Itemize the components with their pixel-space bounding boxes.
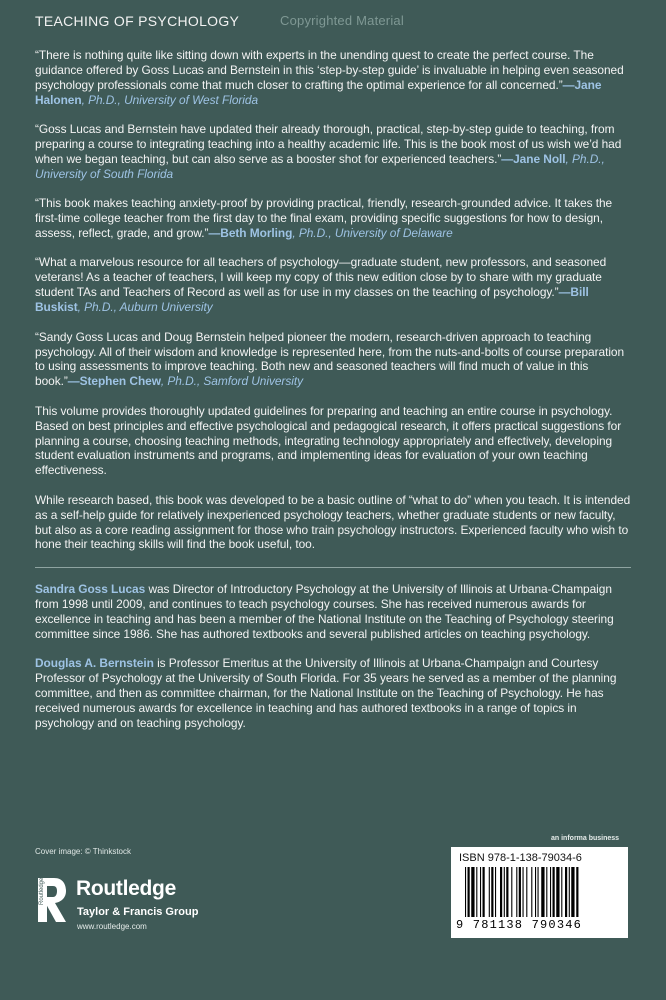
logo-vertical-text: Routledge: [39, 877, 45, 905]
barcode-bar: [471, 867, 474, 917]
barcode-bar: [468, 867, 470, 917]
publisher-name: Routledge: [76, 877, 176, 900]
endorsement-quote: “Goss Lucas and Bernstein have updated their already thorough, practical, step-by-step guide to teaching, from preparing a course to integrating teaching into a healthy academic life. This is the book most of us wish we’d had when we began teaching, but can also serve as a booster shot for experienced teachers.”: [35, 122, 622, 166]
barcode-bar: [465, 867, 466, 917]
barcode-bar: [483, 867, 485, 917]
description-paragraph: While research based, this book was developed to be a basic outline of “what to do” when you teach. It is intended as a self-help guide for relatively inexperienced psychology teachers, whether graduate students or new faculty, but also as a core reading assignment for those who train psychology instructors. Experienced faculty who wish to hone their teaching skills will find the book useful, too.: [35, 492, 631, 552]
publisher-url: www.routledge.com: [77, 922, 147, 931]
endorsement-quote: “What a marvelous resource for all teachers of psychology—graduate student, new professors, and seasoned veterans! As a teacher of teachers, I will keep my copy of this new edition close by to share with my graduate student TAs and Teachers of Record as well as for use in my classes on the teaching of psychology.”: [35, 255, 607, 300]
barcode-bar: [569, 867, 570, 917]
cover-image-credit: Cover image: © Thinkstock: [35, 847, 132, 856]
barcode-bar: [546, 867, 547, 917]
endorser-affiliation: , Ph.D., University of South Florida: [35, 151, 605, 181]
barcode-bar: [489, 867, 490, 917]
barcode-bar: [506, 867, 508, 917]
barcode-bar: [476, 867, 477, 917]
author-bio-text: is Professor Emeritus at the University of Illinois at Urbana-Champaign and Courtesy Professor of Psychology at the University of South Florida. For 35 years he served as a member of the planning committee, and then as committee chairman, for the National Institute on the Teaching of Psychology. He has received numerous awards for excellence in teaching and has authored textbooks in a range of topics in psychology and on teaching psychology.: [35, 656, 617, 730]
endorser-affiliation: , Ph.D., Auburn University: [77, 300, 213, 315]
endorser-name: —Jane Noll: [501, 151, 566, 166]
endorsement-attribution: [208, 226, 452, 240]
barcode-bar: [550, 867, 551, 917]
endorsement: [35, 48, 635, 108]
endorsement: [35, 122, 635, 182]
barcode-bar: [553, 867, 555, 917]
barcode-icon: [465, 867, 615, 917]
endorser-affiliation: , Ph.D., University of Delaware: [292, 226, 453, 241]
endorsement-quote: “There is nothing quite like sitting down with experts in the unending quest to create the perfect course. The guidance offered by Goss Lucas and Bernstein in this ‘step-by-step guide’ is invaluable in helping even seasoned psychology professionals come that much closer to crafting the optimal experience for all concerned.”: [35, 48, 624, 92]
barcode-bar: [511, 867, 512, 917]
description-paragraph: This volume provides thoroughly updated guidelines for preparing and teaching an entire course in psychology. Based on best principles and effective psychological and pedagogical research, it offers practical suggestions for planning a course, choosing teaching methods, integrating technology appropriately and effectively, developing student evaluation instruments and programs, and implementing ideas for evaluation of your own teaching effectiveness.: [35, 403, 622, 478]
endorsement: [35, 330, 635, 390]
endorser-affiliation: , Ph.D., Samford University: [160, 374, 303, 389]
endorsement: [35, 255, 635, 315]
endorser-name: —Jane Halonen: [35, 77, 602, 107]
barcode-bar: [576, 867, 578, 917]
barcode-bar: [538, 867, 539, 917]
barcode-bar: [531, 867, 532, 917]
endorsement: [35, 196, 635, 241]
barcode-bar: [571, 867, 574, 917]
author-name: Sandra Goss Lucas: [35, 581, 146, 596]
barcode-bar: [523, 867, 524, 917]
author-name: Douglas A. Bernstein: [35, 656, 154, 670]
barcode-bar: [561, 867, 562, 917]
endorsement-attribution: [68, 374, 303, 388]
author-bio: [35, 582, 635, 642]
cover-text: [35, 48, 635, 745]
author-bio: [35, 656, 635, 731]
publisher-group: Taylor & Francis Group: [77, 906, 199, 918]
endorsement-quote: “Sandy Goss Lucas and Doug Bernstein helped pioneer the modern, research-driven approach to teaching psychology. All of their wisdom and knowledge is represented here, from the nuts-and-bolts of course preparation to using assessments to improve teaching. Both new and seasoned teachers will find much of value in this book.”: [35, 329, 625, 389]
barcode-bar: [535, 867, 536, 917]
barcode-bar: [556, 867, 559, 917]
watermark: Copyrighted Material: [280, 13, 404, 28]
endorser-name: —Stephen Chew: [67, 374, 161, 389]
barcode-number: 9 781138 790346: [456, 918, 583, 932]
barcode-bar: [519, 867, 521, 917]
barcode-panel: [451, 847, 628, 938]
routledge-logo-icon: [34, 874, 70, 926]
author-bio-text: was Director of Introductory Psychology at the University of Illinois at Urbana-Champaign from 1998 until 2009, and continues to teach psychology courses. She has received numerous awards for excellence in teaching and has been a member of the National Institute on the Teaching of Psychology steering committee since 1986. She has authored textbooks and several published articles on teaching psychology.: [35, 581, 614, 641]
barcode-bar: [500, 867, 502, 917]
barcode-bar: [516, 867, 517, 917]
informa-tagline: an informa business: [551, 835, 620, 842]
barcode-bar: [541, 867, 544, 917]
isbn-label: ISBN 978-1-138-79034-6: [459, 852, 582, 864]
endorsement-quote: “This book makes teaching anxiety-proof by providing practical, friendly, research-grounded advice. It takes the first-time college teacher from the first day to the final exam, providing specific suggestions for how to design, assess, reflect, grade, and grow.”: [35, 196, 613, 241]
barcode-bar: [495, 867, 496, 917]
barcode-bar: [526, 867, 527, 917]
barcode-bar: [565, 867, 567, 917]
series-title: TEACHING OF PSYCHOLOGY: [35, 13, 240, 29]
endorser-affiliation: , Ph.D., University of West Florida: [81, 92, 259, 107]
barcode-bar: [504, 867, 505, 917]
divider: [35, 567, 631, 568]
endorser-name: —Beth Morling: [208, 226, 293, 241]
barcode-bar: [491, 867, 493, 917]
barcode-bar: [480, 867, 481, 917]
endorser-name: —Bill Buskist: [35, 285, 589, 315]
